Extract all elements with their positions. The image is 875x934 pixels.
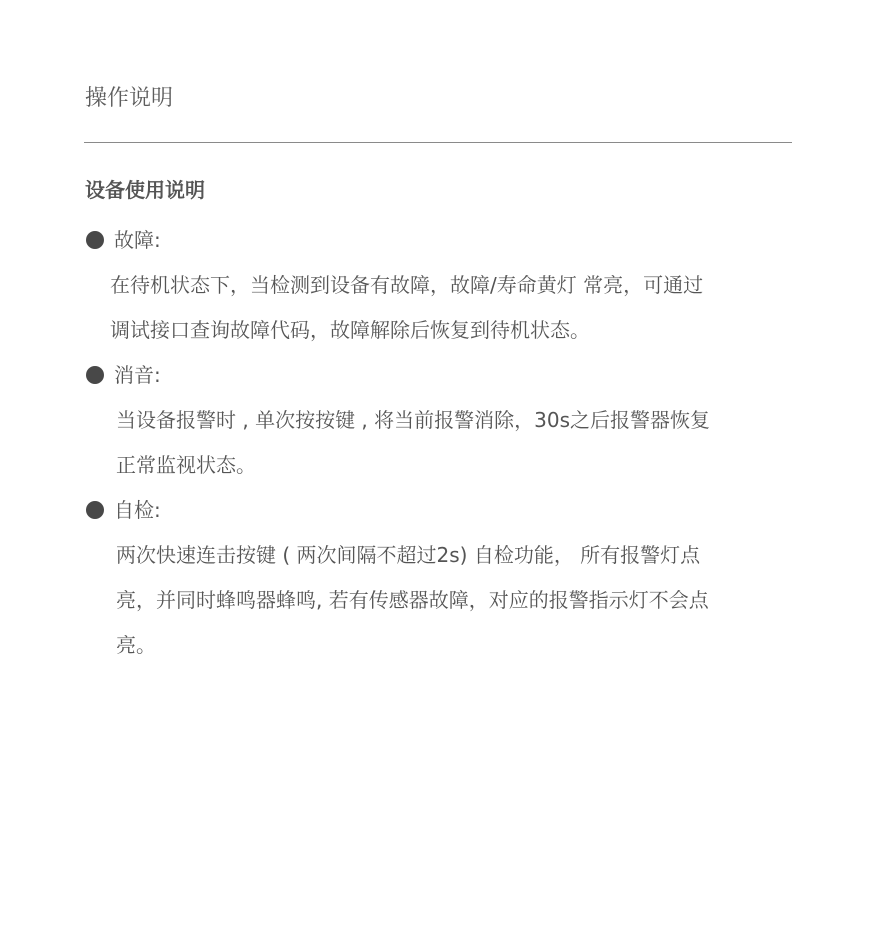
page-title: 操作说明 [85, 86, 174, 111]
bullet-dot-icon [86, 231, 104, 249]
bullet-dot-icon [86, 501, 104, 519]
fault-description-line: 在待机状态下，当检测到设备有故障，故障/寿命黄灯 常亮，可通过 [110, 273, 704, 297]
bullet-item-selftest [86, 495, 161, 525]
section-title: 设备使用说明 [85, 178, 205, 202]
selftest-description-line: 亮，并同时蜂鸣器蜂鸣, 若有传感器故障，对应的报警指示灯不会点 [116, 588, 709, 612]
selftest-description-line: 亮。 [116, 633, 156, 657]
bullet-dot-icon [86, 366, 104, 384]
silence-description-line: 当设备报警时 , 单次按按键 , 将当前报警消除，30s之后报警器恢复 [116, 408, 711, 432]
bullet-label-selftest: 自检: [114, 498, 161, 522]
bullet-label-fault: 故障: [114, 228, 161, 252]
bullet-label-silence: 消音: [114, 363, 161, 387]
bullet-item-silence [86, 360, 161, 390]
bullet-item-fault [86, 225, 161, 255]
title-divider [84, 142, 792, 143]
selftest-description-line: 两次快速连击按键 ( 两次间隔不超过2s) 自检功能， 所有报警灯点 [116, 543, 701, 567]
fault-description-line: 调试接口查询故障代码，故障解除后恢复到待机状态。 [110, 318, 590, 342]
silence-description-line: 正常监视状态。 [116, 453, 256, 477]
